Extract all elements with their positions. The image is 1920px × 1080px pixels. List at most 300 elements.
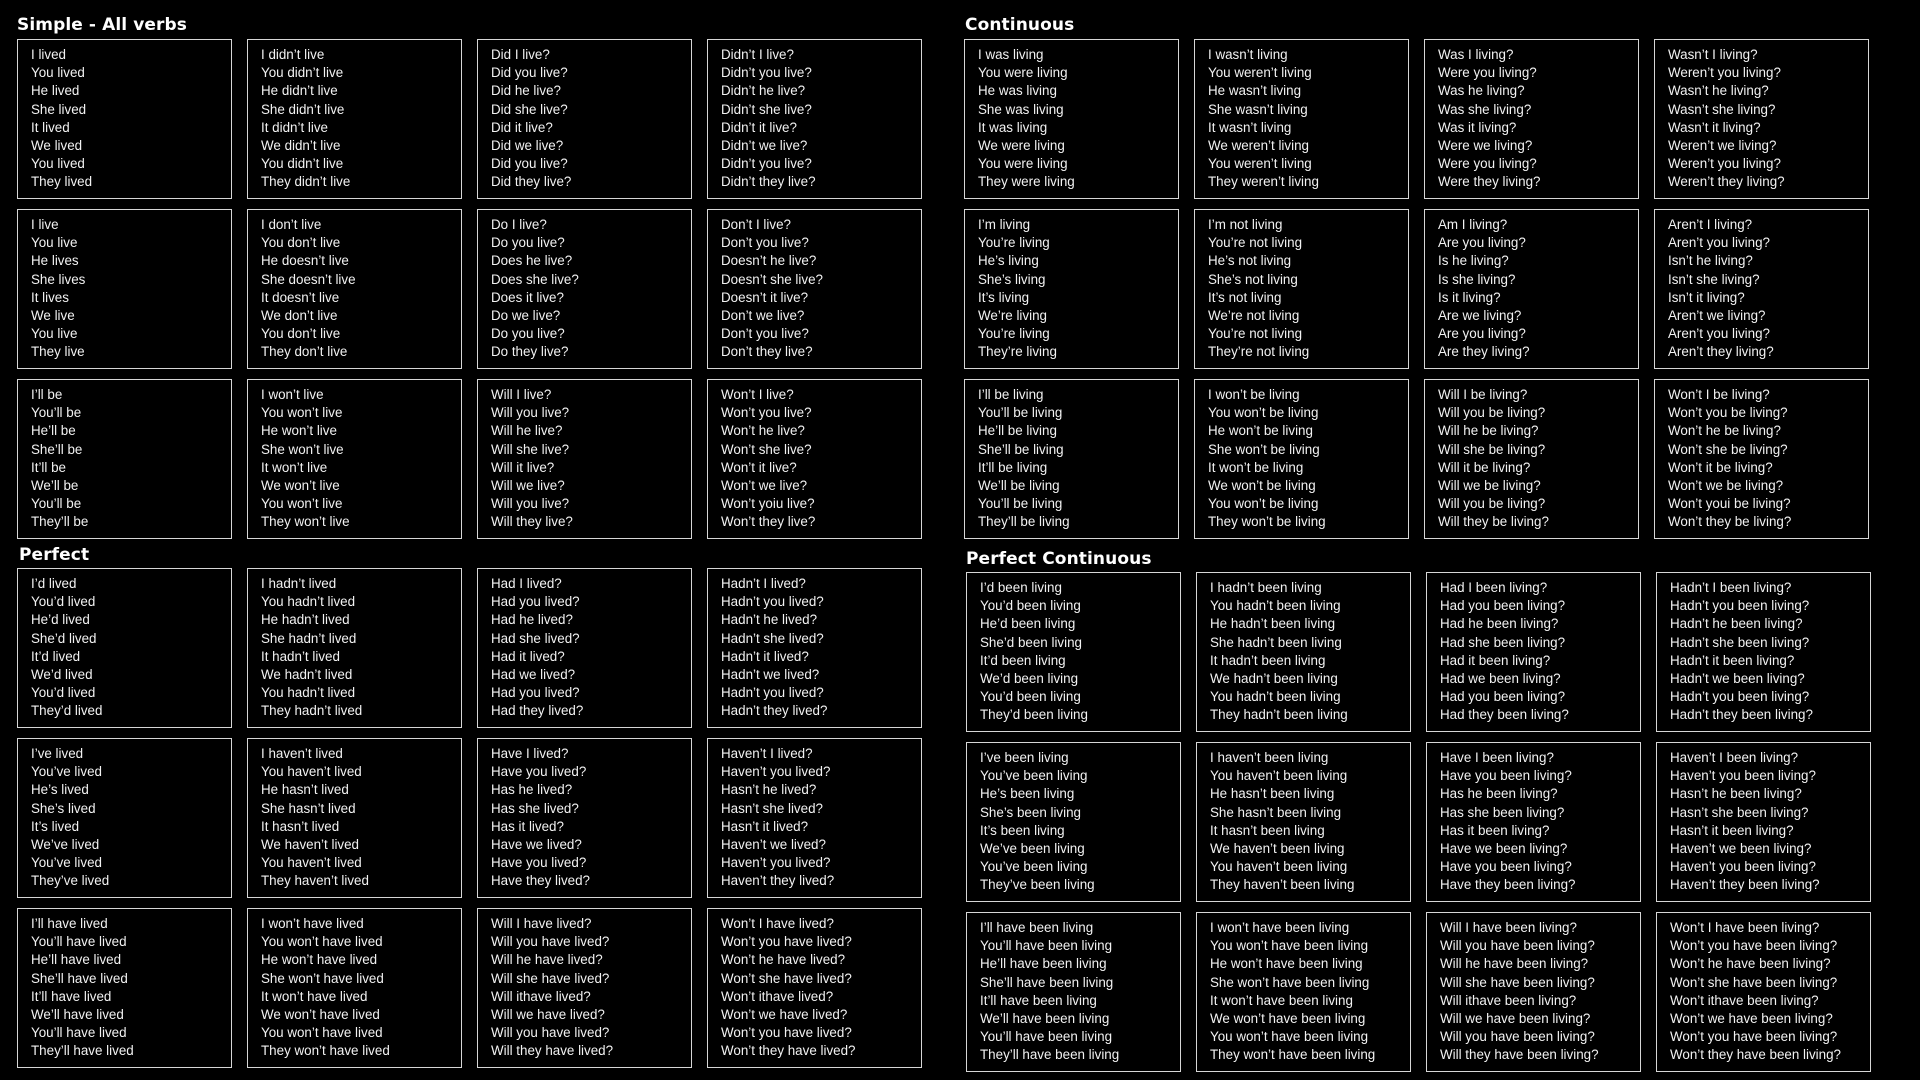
conjugation-line: Won’t youi be living? (1668, 496, 1791, 512)
conjugation-box (247, 738, 462, 898)
conjugation-line: Weren’t you living? (1668, 156, 1781, 172)
conjugation-line: Had it been living? (1440, 652, 1551, 668)
conjugation-line: Haven’t we been living? (1670, 841, 1812, 857)
conjugation-line: Are we living? (1438, 308, 1522, 324)
conjugation-grid (964, 39, 1869, 539)
conjugation-box (707, 379, 922, 539)
conjugation-line: We’d been living (980, 671, 1079, 687)
conjugation-line: Had I been living? (1440, 580, 1548, 595)
conjugation-line: You don’t live (261, 235, 341, 251)
conjugation-line: Haven’t you lived? (721, 855, 831, 871)
conjugation-line: Was I living? (1438, 47, 1514, 62)
conjugation-line: Don’t you live? (721, 235, 809, 251)
conjugation-line: Aren’t you living? (1668, 235, 1770, 251)
conjugation-line: Hadn’t he lived? (721, 612, 818, 628)
conjugation-box (1424, 209, 1639, 369)
conjugation-line: I won’t live (261, 387, 324, 402)
conjugation-line: I haven’t been living (1210, 750, 1329, 765)
conjugation-line: He lives (31, 253, 79, 269)
conjugation-line: Were they living? (1438, 174, 1541, 190)
conjugation-box (1196, 572, 1411, 732)
conjugation-line: Won’t it be living? (1668, 459, 1773, 475)
conjugation-line: Aren’t they living? (1668, 344, 1774, 360)
conjugation-line: We won’t live (261, 478, 340, 494)
conjugation-box (1424, 39, 1639, 199)
conjugation-box (247, 209, 462, 369)
conjugation-line: Haven’t they lived? (721, 873, 835, 889)
conjugation-box (477, 908, 692, 1068)
conjugation-line: Haven’t you been living? (1670, 859, 1816, 875)
conjugation-line: You weren’t living (1208, 65, 1312, 81)
conjugation-line: Had she been living? (1440, 634, 1566, 650)
conjugation-line: She won’t be living (1208, 441, 1320, 457)
conjugation-box (964, 379, 1179, 539)
conjugation-line: Aren’t I living? (1668, 217, 1753, 232)
conjugation-line: Haven’t you lived? (721, 764, 831, 780)
conjugation-line: It hasn’t been living (1210, 822, 1325, 838)
conjugation-line: Will we be living? (1438, 478, 1541, 494)
conjugation-line: You’ve been living (980, 768, 1088, 784)
conjugation-line: She hadn’t been living (1210, 634, 1342, 650)
conjugation-line: I’m not living (1208, 217, 1283, 232)
conjugation-line: You’ll be living (978, 405, 1063, 421)
conjugation-line: He’ll have been living (980, 956, 1107, 972)
conjugation-line: They’ll have been living (980, 1047, 1120, 1063)
conjugation-box (1654, 379, 1869, 539)
conjugation-line: She hasn’t lived (261, 800, 356, 816)
conjugation-line: Hasn’t he been living? (1670, 786, 1802, 802)
conjugation-box (477, 379, 692, 539)
conjugation-box (966, 742, 1181, 902)
conjugation-line: Didn’t you live? (721, 65, 812, 81)
conjugation-line: Will I have lived? (491, 916, 592, 931)
conjugation-line: We’ve lived (31, 837, 100, 853)
conjugation-line: She’ll have been living (980, 974, 1114, 990)
conjugation-line: Won’t they live? (721, 514, 816, 530)
conjugation-line: Won’t we have been living? (1670, 1011, 1833, 1027)
conjugation-line: She hadn’t lived (261, 630, 357, 646)
conjugation-line: They weren’t living (1208, 174, 1319, 190)
conjugation-line: We’re not living (1208, 308, 1300, 324)
conjugation-line: He’ll be (31, 423, 76, 439)
conjugation-line: You’ll be (31, 496, 82, 512)
conjugation-box (17, 209, 232, 369)
conjugation-line: Hadn’t it lived? (721, 648, 809, 664)
conjugation-box (477, 39, 692, 199)
conjugation-line: They haven’t lived (261, 873, 369, 889)
conjugation-line: Won’t they have lived? (721, 1043, 856, 1059)
conjugation-line: Isn’t it living? (1668, 289, 1745, 305)
conjugation-line: Won’t ithave been living? (1670, 992, 1819, 1008)
conjugation-line: I was living (978, 47, 1044, 62)
conjugation-line: Doesn’t she live? (721, 271, 823, 287)
conjugation-line: Had you been living? (1440, 598, 1566, 614)
conjugation-line: We’ll have lived (31, 1007, 124, 1023)
conjugation-line: You’d lived (31, 685, 96, 701)
conjugation-line: He’d lived (31, 612, 90, 628)
conjugation-line: They’ve been living (980, 877, 1095, 893)
conjugation-line: It wasn’t living (1208, 119, 1292, 135)
conjugation-line: She won’t have been living (1210, 974, 1370, 990)
conjugation-box (247, 568, 462, 728)
conjugation-line: She was living (978, 101, 1064, 117)
section-title: Perfect Continuous (966, 549, 1152, 569)
conjugation-line: Will you have lived? (491, 1025, 610, 1041)
conjugation-line: You’ll have lived (31, 1025, 127, 1041)
conjugation-box (477, 568, 692, 728)
conjugation-line: Did I live? (491, 47, 550, 62)
conjugation-line: Had he lived? (491, 612, 573, 628)
conjugation-line: She won’t have lived (261, 970, 384, 986)
conjugation-line: He won’t be living (1208, 423, 1313, 439)
conjugation-line: She’ll be living (978, 441, 1064, 457)
conjugation-line: Is she living? (1438, 271, 1516, 287)
conjugation-line: You didn’t live (261, 65, 344, 81)
conjugation-box (1424, 379, 1639, 539)
conjugation-line: He hasn’t been living (1210, 786, 1335, 802)
conjugation-line: Will they have lived? (491, 1043, 614, 1059)
conjugation-line: Have you lived? (491, 855, 587, 871)
conjugation-line: Will they have been living? (1440, 1047, 1599, 1063)
conjugation-line: I’d lived (31, 576, 77, 591)
conjugation-line: Are they living? (1438, 344, 1530, 360)
conjugation-line: He won’t have been living (1210, 956, 1363, 972)
conjugation-line: She’d lived (31, 630, 97, 646)
conjugation-box (964, 209, 1179, 369)
conjugation-box (477, 209, 692, 369)
conjugation-line: We won’t have lived (261, 1007, 380, 1023)
conjugation-line: She won’t live (261, 441, 344, 457)
conjugation-line: Have they lived? (491, 873, 590, 889)
conjugation-line: Hadn’t we lived? (721, 667, 820, 683)
conjugation-line: You won’t live (261, 496, 343, 512)
conjugation-line: Had it lived? (491, 648, 565, 664)
conjugation-line: She’s been living (980, 804, 1081, 820)
conjugation-line: Will ithave been living? (1440, 992, 1577, 1008)
conjugation-line: They don’t live (261, 344, 348, 360)
conjugation-line: You won’t have lived (261, 1025, 383, 1041)
conjugation-line: Did it live? (491, 119, 553, 135)
conjugation-line: Will they be living? (1438, 514, 1549, 530)
conjugation-line: Hadn’t I lived? (721, 576, 806, 591)
conjugation-grid (966, 572, 1871, 1072)
conjugation-line: Won’t we live? (721, 478, 808, 494)
conjugation-box (1654, 209, 1869, 369)
conjugation-line: You live (31, 326, 78, 342)
conjugation-line: He’s been living (980, 786, 1075, 802)
conjugation-line: You don’t live (261, 326, 341, 342)
conjugation-line: Hadn’t they lived? (721, 703, 828, 719)
conjugation-line: Won’t he have lived? (721, 952, 846, 968)
conjugation-line: Did he live? (491, 83, 561, 99)
conjugation-line: He wasn’t living (1208, 83, 1302, 99)
conjugation-line: We’ve been living (980, 841, 1085, 857)
conjugation-line: We hadn’t been living (1210, 671, 1338, 687)
conjugation-line: Will I live? (491, 387, 552, 402)
conjugation-box (247, 379, 462, 539)
conjugation-line: Won’t you have lived? (721, 934, 852, 950)
conjugation-line: He’ll be living (978, 423, 1057, 439)
conjugation-line: Won’t yoiu live? (721, 496, 815, 512)
conjugation-line: We haven’t been living (1210, 841, 1345, 857)
conjugation-line: Will we have been living? (1440, 1011, 1591, 1027)
conjugation-line: Don’t you live? (721, 326, 809, 342)
conjugation-box (1194, 209, 1409, 369)
conjugation-line: It’d lived (31, 648, 81, 664)
conjugation-line: They haven’t been living (1210, 877, 1355, 893)
conjugation-line: Wasn’t she living? (1668, 101, 1776, 117)
conjugation-line: You’d been living (980, 598, 1081, 614)
conjugation-line: Didn’t he live? (721, 83, 806, 99)
conjugation-line: Hasn’t she been living? (1670, 804, 1809, 820)
conjugation-line: Didn’t they live? (721, 174, 816, 190)
conjugation-box (1194, 379, 1409, 539)
conjugation-line: I’d been living (980, 580, 1062, 595)
conjugation-box (707, 908, 922, 1068)
conjugation-line: She’s not living (1208, 271, 1298, 287)
conjugation-line: He hadn’t been living (1210, 616, 1336, 632)
conjugation-line: Haven’t I been living? (1670, 750, 1799, 765)
conjugation-line: I don’t live (261, 217, 322, 232)
conjugation-line: Wasn’t I living? (1668, 47, 1758, 62)
conjugation-line: Won’t he live? (721, 423, 805, 439)
conjugation-line: Has he lived? (491, 782, 573, 798)
conjugation-line: We’ll be living (978, 478, 1060, 494)
conjugation-box (1656, 742, 1871, 902)
conjugation-box (1196, 742, 1411, 902)
conjugation-line: It hadn’t been living (1210, 652, 1326, 668)
conjugation-line: They won’t be living (1208, 514, 1326, 530)
conjugation-line: Didn’t she live? (721, 101, 812, 117)
conjugation-line: You’ll be (31, 405, 82, 421)
conjugation-line: Won’t you have been living? (1670, 938, 1838, 954)
conjugation-line: I lived (31, 47, 66, 62)
conjugation-line: He hadn’t lived (261, 612, 350, 628)
conjugation-line: Won’t I live? (721, 387, 794, 402)
conjugation-line: We won’t be living (1208, 478, 1316, 494)
conjugation-line: We live (31, 308, 75, 324)
conjugation-line: It won’t have been living (1210, 992, 1353, 1008)
conjugation-line: She doesn’t live (261, 271, 356, 287)
conjugation-line: He hasn’t lived (261, 782, 349, 798)
conjugation-box (477, 738, 692, 898)
conjugation-line: I’ll have lived (31, 916, 108, 931)
conjugation-line: Isn’t she living? (1668, 271, 1760, 287)
conjugation-line: You’re not living (1208, 235, 1303, 251)
conjugation-line: Do I live? (491, 217, 547, 232)
conjugation-line: Weren’t we living? (1668, 138, 1777, 154)
conjugation-line: It lives (31, 289, 69, 305)
conjugation-line: Won’t he have been living? (1670, 956, 1831, 972)
conjugation-line: You’ll have been living (980, 938, 1113, 954)
conjugation-line: Hadn’t you been living? (1670, 598, 1810, 614)
conjugation-line: She didn’t live (261, 101, 345, 117)
conjugation-line: Will it be living? (1438, 459, 1531, 475)
conjugation-line: I’m living (978, 217, 1031, 232)
conjugation-line: Won’t he be living? (1668, 423, 1781, 439)
conjugation-line: It’d been living (980, 652, 1066, 668)
conjugation-box (1194, 39, 1409, 199)
conjugation-line: We won’t have been living (1210, 1011, 1366, 1027)
conjugation-box (964, 39, 1179, 199)
conjugation-line: Is it living? (1438, 289, 1501, 305)
conjugation-line: He was living (978, 83, 1057, 99)
conjugation-line: Haven’t they been living? (1670, 877, 1820, 893)
conjugation-line: Won’t they have been living? (1670, 1047, 1841, 1063)
conjugation-line: It lived (31, 119, 70, 135)
section-title: Continuous (965, 15, 1075, 35)
conjugation-line: Are you living? (1438, 235, 1526, 251)
conjugation-line: She’ll have lived (31, 970, 128, 986)
conjugation-line: Hadn’t I been living? (1670, 580, 1792, 595)
conjugation-line: It won’t have lived (261, 988, 368, 1004)
conjugation-line: You hadn’t been living (1210, 689, 1341, 705)
conjugation-box (1656, 572, 1871, 732)
conjugation-line: I live (31, 217, 59, 232)
conjugation-line: You won’t be living (1208, 496, 1319, 512)
conjugation-box (707, 209, 922, 369)
conjugation-box (966, 912, 1181, 1072)
conjugation-line: Has she lived? (491, 800, 579, 816)
conjugation-line: She hasn’t been living (1210, 804, 1342, 820)
conjugation-line: She lived (31, 101, 87, 117)
conjugation-line: Isn’t he living? (1668, 253, 1753, 269)
conjugation-line: Have you been living? (1440, 768, 1572, 784)
conjugation-line: Will we live? (491, 478, 565, 494)
conjugation-line: You hadn’t been living (1210, 598, 1341, 614)
conjugation-line: Weren’t they living? (1668, 174, 1785, 190)
conjugation-box (17, 908, 232, 1068)
conjugation-line: Were you living? (1438, 65, 1537, 81)
conjugation-line: You’ve lived (31, 764, 102, 780)
conjugation-box (247, 908, 462, 1068)
conjugation-line: You’re not living (1208, 326, 1303, 342)
conjugation-line: You’ve been living (980, 859, 1088, 875)
conjugation-line: I’ll have been living (980, 920, 1094, 935)
conjugation-line: Had they been living? (1440, 707, 1569, 723)
conjugation-line: Hasn’t it been living? (1670, 822, 1794, 838)
conjugation-line: I’ll be living (978, 387, 1044, 402)
conjugation-line: They were living (978, 174, 1075, 190)
conjugation-grid (17, 39, 922, 539)
conjugation-box (966, 572, 1181, 732)
conjugation-line: Won’t she have lived? (721, 970, 852, 986)
conjugation-line: It’ll be (31, 459, 66, 475)
conjugation-line: We were living (978, 138, 1065, 154)
conjugation-line: Had we been living? (1440, 671, 1561, 687)
conjugation-line: It won’t be living (1208, 459, 1304, 475)
conjugation-line: It hadn’t lived (261, 648, 340, 664)
conjugation-line: You haven’t been living (1210, 859, 1348, 875)
conjugation-line: He’s lived (31, 782, 89, 798)
conjugation-line: Aren’t you living? (1668, 326, 1770, 342)
conjugation-line: Didn’t we live? (721, 138, 808, 154)
conjugation-line: You’ve lived (31, 855, 102, 871)
conjugation-line: He’ll have lived (31, 952, 122, 968)
conjugation-box (1426, 742, 1641, 902)
conjugation-line: Will she have been living? (1440, 974, 1595, 990)
conjugation-line: She’s lived (31, 800, 96, 816)
conjugation-line: You hadn’t lived (261, 685, 356, 701)
conjugation-line: It didn’t live (261, 119, 328, 135)
conjugation-line: Won’t I have lived? (721, 916, 834, 931)
conjugation-line: Will we have lived? (491, 1007, 605, 1023)
conjugation-line: Hadn’t he been living? (1670, 616, 1803, 632)
conjugation-line: She wasn’t living (1208, 101, 1308, 117)
conjugation-line: Won’t you have been living? (1670, 1029, 1838, 1045)
conjugation-line: I won’t have been living (1210, 920, 1350, 935)
conjugation-line: Will he have been living? (1440, 956, 1589, 972)
conjugation-line: Does she live? (491, 271, 579, 287)
conjugation-line: Won’t ithave lived? (721, 988, 834, 1004)
conjugation-line: Weren’t you living? (1668, 65, 1781, 81)
conjugation-line: You haven’t lived (261, 764, 362, 780)
conjugation-line: It won’t live (261, 459, 328, 475)
conjugation-line: They’ll be living (978, 514, 1070, 530)
conjugation-line: You lived (31, 65, 85, 81)
conjugation-line: They’ll be (31, 514, 89, 530)
section-title: Simple - All verbs (17, 15, 188, 35)
conjugation-line: Will you have lived? (491, 934, 610, 950)
conjugation-box (1654, 39, 1869, 199)
conjugation-line: Had you lived? (491, 594, 580, 610)
conjugation-line: Don’t we live? (721, 308, 805, 324)
conjugation-line: Have you been living? (1440, 859, 1572, 875)
conjugation-line: Won’t she be living? (1668, 441, 1788, 457)
conjugation-line: They won’t have been living (1210, 1047, 1376, 1063)
conjugation-line: Had you been living? (1440, 689, 1566, 705)
conjugation-box (707, 568, 922, 728)
conjugation-line: We weren’t living (1208, 138, 1309, 154)
conjugation-line: You’ll be living (978, 496, 1063, 512)
conjugation-line: It’s lived (31, 818, 80, 834)
conjugation-line: Won’t we be living? (1668, 478, 1784, 494)
conjugation-box (1426, 912, 1641, 1072)
conjugation-box (707, 738, 922, 898)
conjugation-line: We didn’t live (261, 138, 341, 154)
conjugation-line: Won’t you live? (721, 405, 812, 421)
conjugation-line: Will you be living? (1438, 405, 1546, 421)
conjugation-box (17, 379, 232, 539)
conjugation-line: Was she living? (1438, 101, 1532, 117)
conjugation-line: Do you live? (491, 235, 565, 251)
conjugation-line: We’ll be (31, 478, 79, 494)
conjugation-line: You’ll have lived (31, 934, 127, 950)
conjugation-line: Will you live? (491, 405, 570, 421)
conjugation-line: Didn’t you live? (721, 156, 812, 172)
conjugation-line: Has it lived? (491, 818, 564, 834)
conjugation-line: Will I have been living? (1440, 920, 1577, 935)
conjugation-line: Had you lived? (491, 685, 580, 701)
conjugation-line: I didn’t live (261, 47, 325, 62)
conjugation-line: You lived (31, 156, 85, 172)
conjugation-line: Hadn’t it been living? (1670, 652, 1795, 668)
conjugation-line: Haven’t I lived? (721, 746, 813, 761)
conjugation-line: Hadn’t you lived? (721, 594, 824, 610)
conjugation-line: We’d lived (31, 667, 93, 683)
conjugation-line: You won’t be living (1208, 405, 1319, 421)
conjugation-line: Do we live? (491, 308, 561, 324)
conjugation-line: She lives (31, 271, 86, 287)
conjugation-line: Hasn’t she lived? (721, 800, 823, 816)
conjugation-line: They live (31, 344, 85, 360)
conjugation-line: Will he be living? (1438, 423, 1539, 439)
conjugation-line: It’s not living (1208, 289, 1282, 305)
conjugation-line: He doesn’t live (261, 253, 349, 269)
conjugation-line: It’s living (978, 289, 1030, 305)
conjugation-line: You won’t have lived (261, 934, 383, 950)
conjugation-line: Doesn’t he live? (721, 253, 817, 269)
